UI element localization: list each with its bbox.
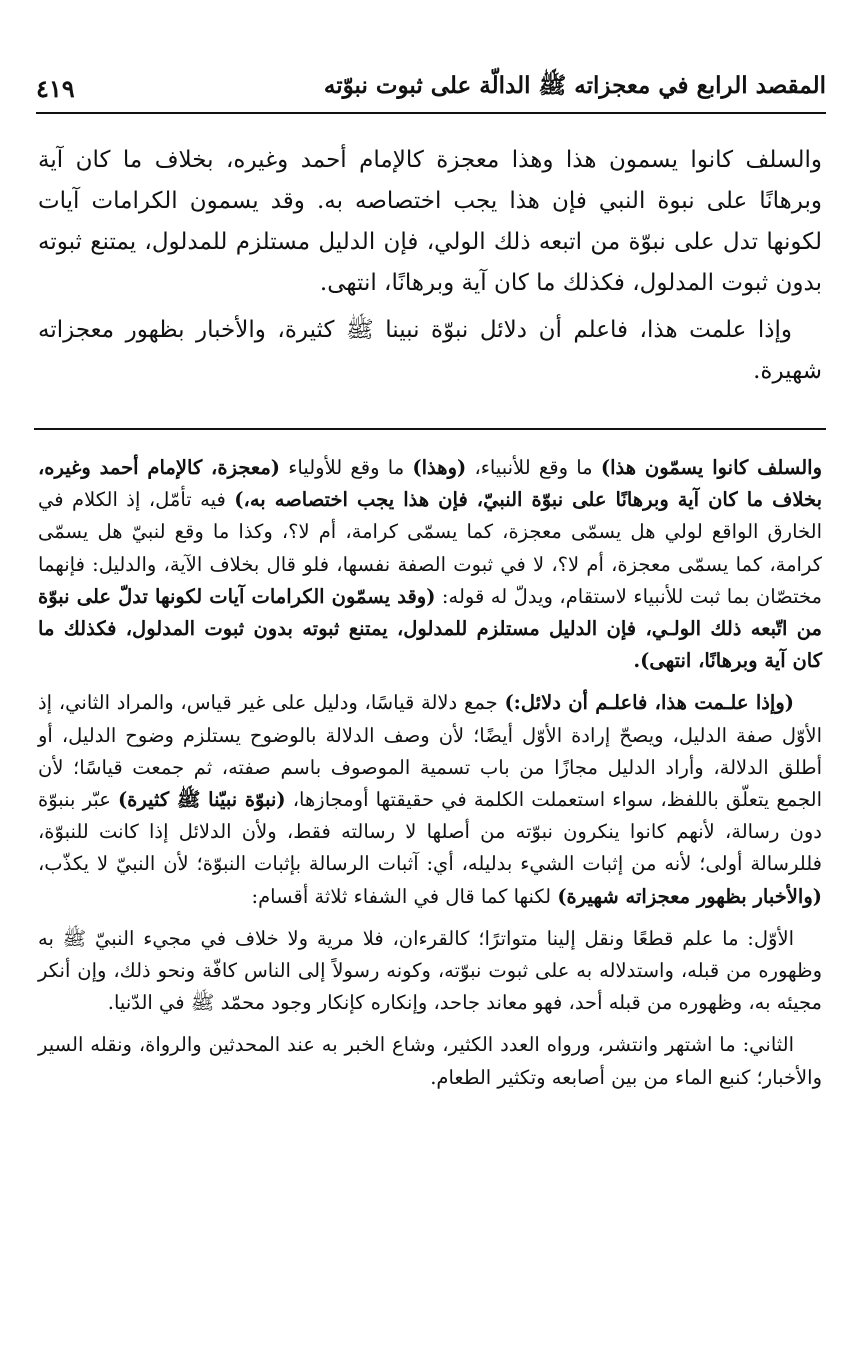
commentary-span: ما وقع للأنبياء، — [466, 456, 601, 479]
commentary-span: ما وقع للأولياء — [280, 456, 413, 479]
quoted-matn: (والأخبار بظهور معجزاته شهيرة) — [557, 884, 822, 908]
commentary-paragraph — [38, 452, 822, 677]
commentary-text — [38, 452, 822, 1104]
commentary-paragraph: الأوّل: ما علم قطعًا ونقل إلينا متواترًا؛ كالقرءان، فلا مرية ولا خلاف في مجيء النبيّ ﷺ به وظهوره من قبله، واستدلاله به على ثبوت نبوّته، وكونه رسولاً إلى الناس كافّة ونحو ذلك، وإن أنكر مجيئه به، وظهوره من قبله أحد، فهو معاند جاحد، وإنكاره كإنكار وجود محمّد ﷺ في الدّنيا. — [38, 926, 822, 1015]
commentary-span: فيه تأمّل، إذ الكلام في الخارق الواقع لولي هل يسمّى معجزة، كما يسمّى كرامة، أم لا؟، وكذا ما وقع لنبيّ هل يسمّى كرامة، كما يسمّى معجزة، أم لا؟، لا في ثبوت الصفة نفسها، فلو قال بخلاف الآية، والدليل: فإنهما مختصّان بما ثبت للأنبياء لاستقام، ويدلّ له قوله: — [38, 488, 822, 608]
commentary-span: عبّر بنبوّة دون رسالة، لأنهم كانوا ينكرون نبوّته من أصلها لا رسالته فقط، ولأن الدلائل إذا كانت للنبوّة، فللرسالة أولى؛ لأنه من إثبات الشيء بدليله، أي: آثبات الرسالة بإثبات النبوّة؛ لأن النبيّ لا يكذّب، — [38, 788, 822, 876]
main-text — [38, 140, 822, 392]
quoted-matn: والسلف كانوا يسمّون هذا) — [600, 456, 822, 479]
section-divider — [34, 428, 826, 430]
commentary-paragraph — [38, 687, 822, 912]
page-number: ٤١٩ — [36, 73, 75, 103]
commentary-span: جمع دلالة قياسًا، ودليل على غير قياس، والمراد الثاني، إذ الأوّل صفة الدليل، ويصحّ إرادة الأوّل أيضًا؛ لأن وصف الدلالة بالوضوح يستلزم وضوح الدليل، أو أطلق الدلالة، وأراد الدليل مجازًا من باب تسمية الموصوف باسم صفته، ثم جمعت قياسًا؛ لأن الجمع يتعلّق باللفظ، سواء استعملت الكلمة في حقيقتها أومجازها، — [38, 691, 822, 812]
main-text-paragraph: وإذا علمت هذا، فاعلم أن دلائل نبوّة نبينا ﷺ كثيرة، والأخبار بظهور معجزاته شهيرة. — [38, 317, 822, 384]
running-header — [36, 66, 826, 114]
commentary-paragraph: الثاني: ما اشتهر وانتشر، ورواه العدد الكثير، وشاع الخبر به عند المحدثين والرواة، ونقله السير والأخبار؛ كنبع الماء من بين أصابعه وتكثير الطعام. — [38, 1033, 822, 1089]
chapter-title: المقصد الرابع في معجزاته ﷺ الدالّة على ثبوت نبوّته — [323, 72, 826, 99]
main-text-paragraph: والسلف كانوا يسمون هذا وهذا معجزة كالإمام أحمد وغيره، بخلاف ما كان آية وبرهانًا على نبوة النبي فإن هذا يجب اختصاصه به. وقد يسمون الكرامات آيات لكونها تدل على نبوّة من اتبعه ذلك الولي، فإن الدليل مستلزم للمدلول، يمتنع ثبوته بدون ثبوت المدلول، فكذلك ما كان آية وبرهانًا، انتهى. — [38, 147, 822, 296]
quoted-matn: (نبوّة نبيّنا ﷺ كثيرة) — [117, 788, 286, 812]
quoted-matn: (وقد يسمّون الكرامات آيات لكونها تدلّ على نبوّة من اتّبعه ذلك الولـي، فإن الدليل مستلزم للمدلول، يمتنع ثبوته بدون ثبوت المدلول، فكذلك ما كان آية وبرهانًا، انتهى). — [38, 584, 822, 673]
commentary-span: لكنها كما قال في الشفاء ثلاثة أقسام: — [251, 884, 558, 908]
quoted-matn: (معجزة، كالإمام أحمد وغيره، بخلاف ما كان آية وبرهانًا على نبوّة النبيّ، فإن هذا يجب اختصاصه به،) — [38, 456, 822, 512]
quoted-matn: (وهذا) — [412, 456, 467, 479]
quoted-matn: (وإذا علـمت هذا، فاعلـم أن دلائل:) — [504, 691, 794, 715]
